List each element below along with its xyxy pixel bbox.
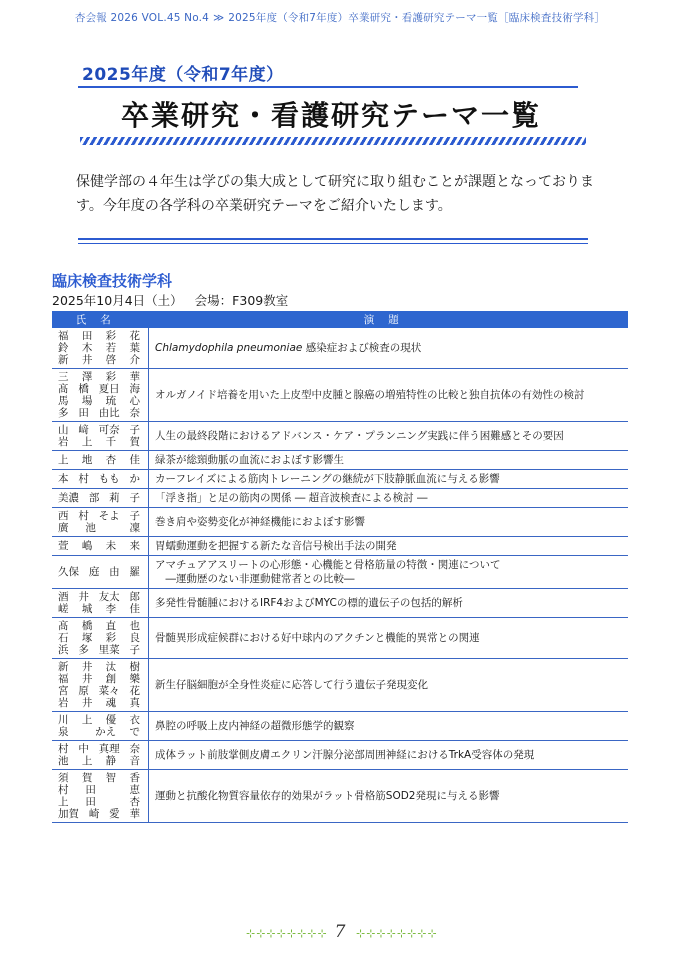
author-names-cell [52,422,149,451]
name-part: 塚 [81,632,93,644]
table-row [52,369,628,422]
author-name [58,772,140,784]
name-part: 華 [129,808,140,820]
name-part: で [129,726,140,738]
page-number: 7 [334,922,346,942]
name-part: 子 [129,644,140,656]
name-part: 澤 [81,371,93,383]
name-part: 橋 [81,620,93,632]
author-name [58,726,140,738]
name-part: 福 [58,330,69,342]
name-part: 美濃 [58,492,79,504]
table-row [52,470,628,489]
name-part: 三 [58,371,69,383]
table-row [52,556,628,589]
name-part: 岩 [58,436,69,448]
research-title: 鼻腔の呼吸上皮内神経の超微形態学的観察 [149,712,629,741]
name-part: か [129,473,140,485]
name-part: 真理 [98,743,120,755]
title-stripe-bottom [80,137,586,145]
name-part: 羅 [129,566,140,578]
name-part: 千 [105,436,117,448]
name-part: 華 [129,371,140,383]
name-part: 賀 [129,436,140,448]
research-title: 人生の最終段階におけるアドバンス・ケア・プランニング実践に伴う困難感とその要因 [149,422,629,451]
author-name [58,473,140,485]
name-part: 可奈 [98,424,120,436]
title-rule-top [78,86,578,93]
theme-table-body [52,328,628,823]
name-part: 加賀 [58,808,79,820]
author-names-cell [52,470,149,489]
author-names-cell [52,369,149,422]
date-text: 2025年10月4日（土） [52,293,183,308]
name-part: 井 [78,591,89,603]
name-part: 啓 [105,354,117,366]
name-part: 池 [85,522,96,534]
name-part: 衣 [129,714,140,726]
footer-decoration-left: ⊹⊹⊹⊹⊹⊹⊹⊹ [246,927,328,940]
name-part: 郎 [129,591,140,603]
name-part: 井 [81,697,93,709]
name-part: 石 [58,632,69,644]
name-part: 凜 [129,522,140,534]
name-part: 木 [81,342,93,354]
author-name [58,743,140,755]
name-part: 萱 [58,540,69,552]
research-title: 「浮き指」と足の筋肉の関係 ― 超音波検査による検討 ― [149,489,629,508]
name-part: 井 [81,661,93,673]
table-row [52,537,628,556]
name-part: 花 [129,330,140,342]
name-part: 李 [105,603,117,615]
name-part: 嵯 [58,603,69,615]
table-row [52,422,628,451]
name-part: 村 [58,784,69,796]
name-part: 彩 [105,371,117,383]
author-name [58,796,140,808]
author-names-cell [52,451,149,470]
name-part: 介 [129,354,140,366]
author-name [58,371,140,383]
name-part: 菜々 [98,685,120,697]
research-title: 多発性骨髄腫におけるIRF4およびMYCの標的遺伝子の包括的解析 [149,589,629,618]
research-title: 緑茶が総頸動脈の血流におよぼす影響生 [149,451,629,470]
name-part: 鈴 [58,342,69,354]
name-part: 未 [105,540,117,552]
name-part: 新 [58,661,69,673]
name-part: 杏 [129,796,140,808]
name-part: 琉 [105,395,117,407]
name-part: 良 [129,632,140,644]
name-part: 池 [58,755,69,767]
name-part: 新 [58,354,69,366]
name-part: 花 [129,685,140,697]
name-part: 山 [58,424,69,436]
column-header-names: 氏名 [52,311,149,328]
name-part: 奈 [129,407,140,419]
name-part: 創 [105,673,117,685]
name-part: 泉 [58,726,69,738]
name-part: 原 [78,685,89,697]
author-name [58,784,140,796]
name-part: 岩 [58,697,69,709]
name-part: 静 [105,755,117,767]
author-name [58,510,140,522]
name-part: 村 [58,743,69,755]
author-name [58,755,140,767]
name-part: 須 [58,772,69,784]
name-part: 莉 [109,492,120,504]
author-name [58,661,140,673]
name-part: 久保 [58,566,79,578]
name-part: 真 [129,697,140,709]
name-part: 橋 [78,383,89,395]
name-part: 井 [81,673,93,685]
author-names-cell [52,589,149,618]
author-name [58,436,140,448]
department-heading: 臨床検査技術学科 [52,272,173,290]
author-names-cell [52,618,149,659]
author-name [58,540,140,552]
name-part: 宮 [58,685,69,697]
name-part: 﨑 [78,424,89,436]
table-row [52,618,628,659]
name-part: 田 [85,784,96,796]
name-part: 佳 [129,454,140,466]
name-part: 海 [129,383,140,395]
running-header [0,10,680,25]
name-part: 樂 [129,673,140,685]
name-part: 川 [58,714,69,726]
name-part: 樹 [129,661,140,673]
name-part: 廣 [58,522,69,534]
name-part: 城 [81,603,93,615]
author-names-cell [52,659,149,712]
name-part: 多 [58,407,69,419]
name-part: 多 [78,644,89,656]
author-name [58,620,140,632]
name-part: 田 [78,407,89,419]
name-part: 本 [58,473,69,485]
name-part: 村 [78,510,89,522]
column-header-title: 演題 [149,311,629,328]
name-part: 魂 [105,697,117,709]
table-row [52,451,628,470]
name-part: 来 [129,540,140,552]
intro-paragraph: 保健学部の４年生は学びの集大成として研究に取り組むことが課題となっております。今年度の各学科の卒業研究テーマをご紹介いたします。 [76,174,594,214]
name-part: 浜 [58,644,69,656]
name-part: 福 [58,673,69,685]
year-title: 2025年度（令和7年度） [82,65,284,85]
author-name [58,454,140,466]
table-row [52,489,628,508]
name-part: 賀 [81,772,93,784]
author-names-cell [52,741,149,770]
table-row [52,659,628,712]
research-title: 成体ラット前肢掌側皮膚エクリン汗腺分泌部周囲神経におけるTrkA受容体の発現 [149,741,629,770]
author-names-cell [52,770,149,823]
name-part: 由 [109,566,120,578]
name-part: 田 [81,330,93,342]
name-part: 地 [81,454,93,466]
journal-name: 杏会報 2026 VOL.45 No.4 [74,12,210,24]
name-part: 汰 [105,661,117,673]
name-part: かえ [95,726,117,738]
author-name [58,383,140,395]
name-part: 友太 [98,591,120,603]
author-name [58,330,140,342]
name-part: 村 [78,473,89,485]
name-part: 西 [58,510,69,522]
author-name [58,685,140,697]
table-row [52,589,628,618]
author-name [58,632,140,644]
author-name [58,492,140,504]
name-part: 髙 [58,620,69,632]
name-part: 上 [58,796,69,808]
name-part: 上 [81,436,93,448]
name-part: 中 [78,743,89,755]
page-title: 卒業研究・看護研究テーマ一覧 [120,99,541,132]
name-part: 場 [81,395,93,407]
author-name [58,673,140,685]
author-name [58,395,140,407]
research-title: 胃蠕動運動を把握する新たな音信号検出手法の開発 [149,537,629,556]
name-part: 子 [129,510,140,522]
research-title: 骨髄異形成症候群における好中球内のアクチンと機能的異常との関連 [149,618,629,659]
name-part: 夏日 [98,383,120,395]
name-part: 酒 [58,591,69,603]
theme-table [52,311,628,823]
author-name [58,591,140,603]
author-name [58,697,140,709]
author-names-cell [52,328,149,369]
author-name [58,522,140,534]
name-part: 優 [105,714,117,726]
name-part: 彩 [105,330,117,342]
author-names-cell [52,508,149,537]
name-part: 若 [105,342,117,354]
author-names-cell [52,556,149,589]
author-name [58,354,140,366]
author-name [58,808,140,820]
header-separator: ≫ [213,12,225,24]
presentation-date [52,291,288,309]
name-part: 上 [58,454,69,466]
name-part: 嶋 [81,540,93,552]
research-title: 巻き肩や姿勢変化が神経機能におよぼす影響 [149,508,629,537]
name-part: 音 [129,755,140,767]
name-part: 子 [129,492,140,504]
table-row [52,712,628,741]
name-part: 智 [105,772,117,784]
name-part: 杏 [105,454,117,466]
name-part: 井 [81,354,93,366]
name-part: 恵 [129,784,140,796]
author-names-cell [52,489,149,508]
author-name [58,714,140,726]
name-part: 愛 [109,808,120,820]
header-section: 2025年度（令和7年度）卒業研究・看護研究テーマ一覧［臨床検査技術学科］ [228,12,606,24]
name-part: 彩 [105,632,117,644]
section-divider [78,238,588,244]
author-name [58,407,140,419]
author-name [58,603,140,615]
author-name [58,424,140,436]
name-part: 子 [129,424,140,436]
name-part: 也 [129,620,140,632]
research-title: カーフレイズによる筋肉トレーニングの継続が下肢静脈血流に与える影響 [149,470,629,489]
venue-text: 会場：F309教室 [194,293,289,308]
research-title: 新生仔脳細胞が全身性炎症に応答して行う遺伝子発現変化 [149,659,629,712]
name-part: 香 [129,772,140,784]
research-title: オルガノイド培養を用いた上皮型中皮腫と腺癌の増殖特性の比較と独自抗体の有効性の検討 [149,369,629,422]
name-part: 庭 [88,566,100,578]
name-part: 直 [105,620,117,632]
name-part: そよ [98,510,120,522]
name-part: 由比 [98,407,120,419]
author-names-cell [52,712,149,741]
name-part: 馬 [58,395,69,407]
author-name [58,342,140,354]
author-name [58,644,140,656]
name-part: 部 [88,492,100,504]
author-name [58,566,140,578]
table-row [52,741,628,770]
name-part: 崎 [88,808,100,820]
table-row [52,508,628,537]
name-part: 里菜 [98,644,120,656]
name-part: 田 [85,796,96,808]
name-part: 上 [81,714,93,726]
name-part: 上 [81,755,93,767]
name-part: 佳 [129,603,140,615]
name-part: 葉 [129,342,140,354]
footer-decoration-right: ⊹⊹⊹⊹⊹⊹⊹⊹ [356,927,438,940]
name-part: 奈 [129,743,140,755]
name-part: 髙 [58,383,69,395]
research-title: Chlamydophila pneumoniae 感染症および検査の現状 [149,328,629,369]
name-part: 心 [129,395,140,407]
table-row [52,770,628,823]
table-row [52,328,628,369]
research-title: アマチュアアスリートの心形態・心機能と骨格筋量の特徴・関連について ―運動歴のない非運動健常者との比較― [149,556,629,589]
research-title: 運動と抗酸化物質容量依存的効果がラット骨格筋SOD2発現に与える影響 [149,770,629,823]
name-part: もも [98,473,120,485]
author-names-cell [52,537,149,556]
